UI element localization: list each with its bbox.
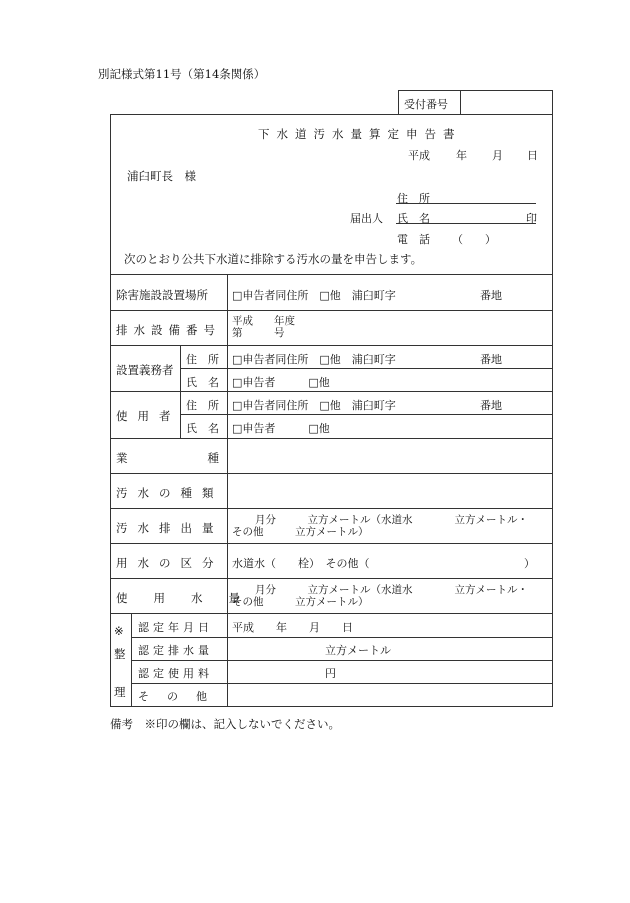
- drain-no-line2[interactable]: 第 号: [232, 327, 285, 339]
- removal-site-suffix: 番地: [480, 289, 502, 302]
- water-class-label: 用水の区分: [116, 556, 224, 570]
- removal-site-value[interactable]: □申告者同住所 □他 浦臼町字: [232, 289, 396, 302]
- cert-volume-unit: 立方メートル: [325, 644, 391, 657]
- water-usage-label: 使用水量: [116, 591, 266, 605]
- form-id: 別記様式第11号（第14条関係）: [98, 67, 266, 81]
- discharge-line2[interactable]: その他 立方メートル）: [232, 526, 369, 538]
- industry-label: 業種: [116, 451, 299, 465]
- applicant-phone-label: 電 話: [397, 233, 430, 246]
- applicant-phone-parens: （ ）: [452, 233, 496, 246]
- water-class-close: ）: [524, 557, 535, 570]
- applicant-address-label: 住 所: [397, 192, 430, 205]
- discharge-line1[interactable]: 月分 立方メートル（水道水 立方メートル・: [255, 514, 528, 526]
- obligor-addr-suffix: 番地: [480, 353, 502, 366]
- water-class-value[interactable]: 水道水（ 栓） その他（: [232, 557, 370, 570]
- cert-volume-label: 認定排水量: [138, 644, 213, 657]
- obligor-addr-value[interactable]: □申告者同住所 □他 浦臼町字: [232, 353, 396, 366]
- removal-site-label: 除害施設設置場所: [116, 288, 208, 302]
- date-day: 日: [527, 149, 538, 162]
- user-name-value[interactable]: □申告者 □他: [232, 422, 330, 435]
- industry-field[interactable]: [229, 440, 551, 471]
- drain-no-line1[interactable]: 平成 年度: [232, 315, 295, 327]
- date-era: 平成: [408, 149, 430, 162]
- addressee: 浦臼町長 様: [127, 169, 196, 183]
- form-title: 下水道汚水量算定申告書: [258, 127, 462, 141]
- water-usage-line1[interactable]: 月分 立方メートル（水道水 立方メートル・: [255, 584, 528, 596]
- office-side-1: 整: [114, 647, 126, 661]
- user-addr-suffix: 番地: [480, 399, 502, 412]
- user-addr-value[interactable]: □申告者同住所 □他 浦臼町字: [232, 399, 396, 412]
- user-addr-label: 住 所: [186, 399, 219, 412]
- intro-text: 次のとおり公共下水道に排除する汚水の量を申告します。: [124, 252, 423, 266]
- date-year: 年: [456, 149, 467, 162]
- footnote: 備考 ※印の欄は、記入しないでください。: [110, 717, 340, 731]
- cert-fee-unit: 円: [325, 667, 336, 680]
- sewage-type-field[interactable]: [229, 475, 551, 506]
- obligor-addr-label: 住 所: [186, 353, 219, 366]
- obligor-label: 設置義務者: [116, 363, 174, 377]
- obligor-name-label: 氏 名: [186, 376, 219, 389]
- receipt-label: 受付番号: [404, 98, 448, 111]
- applicant-address-field[interactable]: [433, 189, 535, 203]
- user-label: 使用者: [116, 409, 181, 423]
- cert-fee-label: 認定使用料: [138, 667, 213, 680]
- seal-mark: 印: [526, 212, 537, 225]
- obligor-name-value[interactable]: □申告者 □他: [232, 376, 330, 389]
- cert-date-value: 平成 年 月 日: [232, 621, 353, 634]
- office-mark: ※: [114, 624, 124, 638]
- water-usage-line2[interactable]: その他 立方メートル）: [232, 596, 369, 608]
- office-other-label: その他: [138, 690, 225, 703]
- user-name-label: 氏 名: [186, 422, 219, 435]
- applicant-name-label: 氏 名: [397, 212, 430, 225]
- applicant-role: 届出人: [350, 212, 383, 225]
- receipt-number-field[interactable]: [462, 92, 551, 113]
- applicant-name-field[interactable]: [433, 209, 523, 223]
- cert-date-label: 認定年月日: [138, 621, 213, 634]
- sewage-type-label: 汚水の種類: [116, 486, 224, 500]
- discharge-label: 汚水排出量: [116, 521, 224, 535]
- drain-no-label: 排水設備番号: [116, 323, 221, 337]
- date-month: 月: [492, 149, 503, 162]
- office-side-2: 理: [114, 685, 126, 699]
